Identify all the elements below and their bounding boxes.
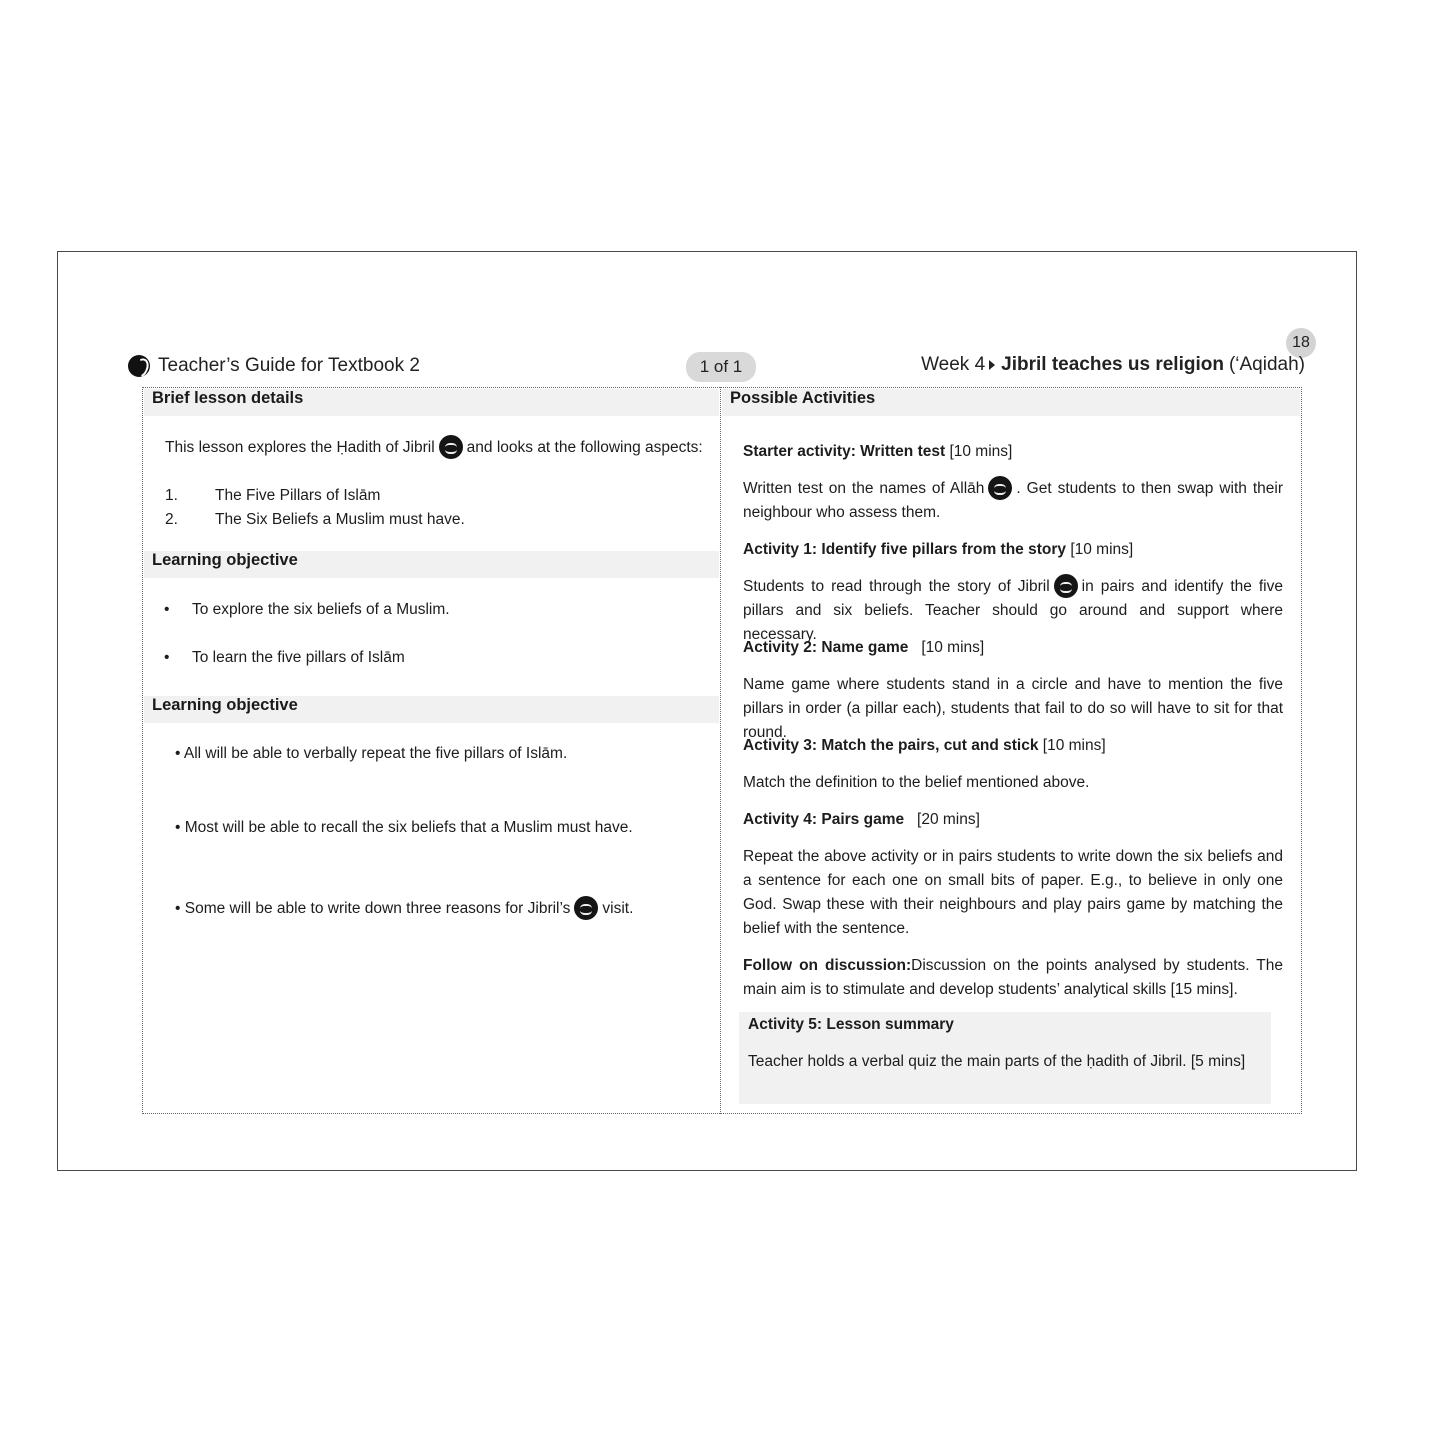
activity-4-description: Repeat the above activity or in pairs students to write down the six beliefs and a sentence for each one on small bits of paper. E.g., to believe in only one God. Swap these with their neighbours and play pairs game by matching the belief with the sentence. [743, 848, 1283, 937]
outcome-text-start: • Some will be able to write down three reasons for Jibril’s [175, 900, 571, 918]
outcome-item [175, 897, 705, 921]
outcome-text-end: visit. [602, 900, 634, 918]
divine-name-seal-icon [988, 476, 1012, 500]
activity-title: Activity 4: Pairs game [743, 811, 905, 828]
activity-title: Activity 3: Match the pairs, cut and stick [743, 737, 1039, 754]
activity-1-text-end: in pairs and identify the five pillars and six beliefs. Teacher should go around and support where necessary. [743, 578, 1283, 644]
aspect-number: 2. [165, 511, 178, 528]
outcome-item: • All will be able to verbally repeat the five pillars of Islām. [175, 745, 568, 762]
activity-3 [743, 734, 1283, 758]
guide-header [128, 352, 420, 380]
lesson-intro [165, 436, 715, 460]
outcome-item: • Most will be able to recall the six beliefs that a Muslim must have. [175, 819, 633, 836]
guide-title: Teacher’s Guide for Textbook 2 [158, 355, 420, 376]
activity-title: Activity 1: Identify five pillars from the story [743, 541, 1066, 558]
salutation-seal-icon [574, 896, 598, 920]
starter-text-start: Written test on the names of Allāh [743, 480, 985, 498]
activity-time: [10 mins] [949, 443, 1013, 460]
activity-time: [20 mins] [917, 811, 980, 828]
activity-title: Activity 2: Name game [743, 639, 909, 656]
activity-title: Starter activity: Written test [743, 443, 946, 460]
lesson-header [921, 351, 1305, 379]
follow-title: Follow on discussion: [743, 957, 912, 974]
aspect-text: The Six Beliefs a Muslim must have. [215, 511, 465, 528]
learning-objective-heading: Learning objective [144, 551, 719, 578]
objective-text: To explore the six beliefs of a Muslim. [192, 601, 450, 618]
aspect-number: 1. [165, 487, 178, 504]
follow-text: Discussion on the points analysed by students. The main aim is to stimulate and develop students’ analytical skills [15 mins]. [743, 957, 1284, 998]
intro-text-end: and looks at the following aspects: [466, 439, 703, 457]
learning-objective-heading-2: Learning objective [144, 696, 719, 723]
activity-1 [743, 538, 1283, 562]
activity-time: [10 mins] [1070, 541, 1134, 558]
starter-text-end: . Get students to then swap with their neighbour who assess them. [743, 480, 1283, 522]
starter-activity [743, 440, 1283, 464]
activity-2 [743, 636, 1283, 660]
lesson-subtitle: (‘Aqidah) [1228, 354, 1305, 375]
starter-description [743, 477, 1283, 525]
activity-5 [748, 1013, 1268, 1037]
lesson-title: Jibril teaches us religion [1001, 354, 1224, 375]
salutation-seal-icon [439, 435, 463, 459]
activity-1-text-start: Students to read through the story of Jibril [743, 578, 1050, 596]
aspect-text: The Five Pillars of Islām [215, 487, 381, 504]
brief-lesson-heading: Brief lesson details [144, 389, 719, 416]
objective-item [164, 598, 684, 622]
column-divider [720, 387, 721, 1114]
publisher-logo-icon [128, 355, 150, 377]
objective-text: To learn the five pillars of Islām [192, 649, 405, 666]
page-indicator[interactable]: 1 of 1 [686, 352, 756, 382]
intro-text-start: This lesson explores the Ḥadith of Jibril [165, 439, 435, 457]
activity-time: [10 mins] [921, 639, 985, 656]
activity-4 [743, 808, 1283, 832]
bullet: • [164, 649, 170, 666]
activity-title: Activity 5: Lesson summary [748, 1016, 954, 1033]
bullet: • [164, 601, 170, 618]
activity-3-description: Match the definition to the belief mentioned above. [743, 774, 1090, 791]
activity-2-description: Name game where students stand in a circle and have to mention the five pillars in order (a pillar each), students that fail to do so will have to sit for that round. [743, 676, 1283, 741]
objective-item [164, 646, 684, 670]
activity-time: [10 mins] [1042, 737, 1106, 754]
week-label: Week 4 [921, 354, 986, 375]
follow-on-discussion [743, 954, 1283, 1002]
aspect-item [165, 484, 665, 508]
page-number-badge: 18 [1286, 328, 1316, 358]
possible-activities-heading: Possible Activities [722, 389, 1300, 416]
salutation-seal-icon [1054, 574, 1078, 598]
aspect-item [165, 508, 665, 532]
activity-5-description: Teacher holds a verbal quiz the main parts of the ḥadith of Jibril. [5 mins] [748, 1053, 1246, 1070]
arrow-right-icon [989, 360, 995, 370]
